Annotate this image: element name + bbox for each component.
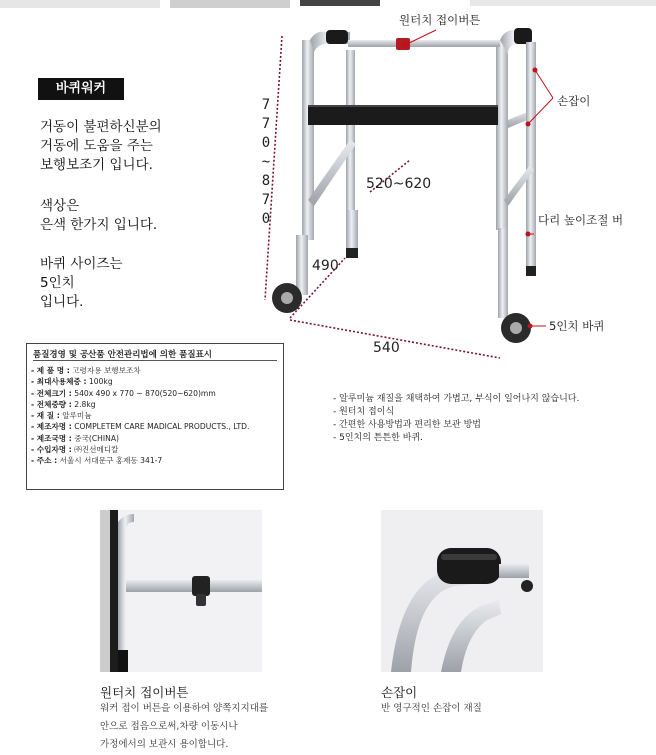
spec-row: - 전체크기 : 540x 490 x 770 ~ 870(520~620)mm — [31, 388, 216, 398]
description-line: 입니다. — [40, 294, 84, 310]
fold-bar — [348, 40, 500, 47]
caption-line: 가정에서의 보관시 용이합니다. — [100, 739, 229, 750]
description-line: 은색 한가지 입니다. — [40, 217, 158, 233]
divider — [33, 360, 277, 361]
quality-label-title: 품질경영 및 공산품 안전관리법에 의한 품질표시 — [33, 350, 213, 360]
feature-item: - 5인치의 튼튼한 바퀴. — [333, 433, 423, 443]
quality-label-rows — [31, 365, 249, 467]
caption-line: 안으로 접음으로써,차량 이동시나 — [100, 721, 238, 732]
description-line: 거동이 불편하신분의 — [40, 119, 162, 135]
spec-row: - 최대사용체중 : 100kg — [31, 377, 113, 387]
feature-item: - 간편한 사용방법과 편리한 보관 방법 — [333, 420, 481, 430]
dimension-width: 520~620 — [366, 176, 432, 192]
callout-wheel: 5인치 바퀴 — [549, 319, 605, 333]
feature-list — [333, 393, 579, 445]
front-panel — [308, 105, 498, 125]
description-line: 보행보조기 입니다. — [40, 157, 153, 173]
dimension-lines — [265, 36, 500, 358]
dimension-front: 540 — [373, 340, 400, 356]
height-dimension-label: 7 7 0 ~ 8 7 0 — [261, 97, 271, 227]
fold-button-caption-title: 원터치 접이버튼 — [100, 685, 189, 700]
description-line: 5인치 — [40, 275, 75, 291]
right-grip — [514, 28, 532, 44]
front-left-leg — [302, 40, 314, 240]
caption-line: 반 영구적인 손잡이 재질 — [381, 703, 482, 714]
spec-row: - 전체중량 : 2.8kg — [31, 399, 96, 409]
spec-row: - 재 질 : 알루미늄 — [31, 411, 92, 421]
callout-handle: 손잡이 — [557, 94, 591, 108]
walker-illustration — [0, 0, 656, 370]
handle-caption-title: 손잡이 — [381, 685, 418, 700]
handle-photo — [381, 510, 543, 672]
callout-fold-button: 원터치 접이버튼 — [399, 13, 481, 27]
spec-row: - 수입자명 : ㈜진선메디칼 — [31, 445, 119, 455]
callout-leg-adjust: 다리 높이조절 버 — [538, 213, 624, 227]
quality-label-box — [26, 343, 284, 490]
description-line: 색상은 — [40, 198, 80, 214]
feature-item: - 알루미늄 재질을 채택하여 가볍고, 부식이 일어나지 않습니다. — [333, 394, 580, 404]
description-line: 바퀴 사이즈는 — [40, 256, 123, 272]
spec-row: - 제조국명 : 중국(CHINA) — [31, 433, 119, 443]
description-line: 거동에 도움을 주는 — [40, 138, 153, 154]
caption-line: 워커 접이 버튼을 이용하여 양쪽지지대를 — [100, 703, 269, 714]
feature-item: - 원터치 접이식 — [333, 407, 395, 417]
spec-row: - 주소 : 서울시 서대문구 홍제동 341-7 — [31, 456, 163, 466]
handle-caption — [381, 700, 482, 718]
spec-row: - 제조자명 : COMPLETEM CARE MADICAL PRODUCTS., LTD. — [31, 422, 250, 432]
product-badge: 바퀴워커 — [38, 78, 124, 100]
fold-button-caption — [100, 700, 268, 754]
fold-button-photo — [100, 510, 262, 672]
left-grip — [326, 30, 348, 44]
dimension-depth: 490 — [312, 258, 339, 274]
spec-row: - 제 품 명 : 고령자용 보행보조차 — [31, 366, 141, 375]
rear-foot-cap — [346, 248, 358, 258]
